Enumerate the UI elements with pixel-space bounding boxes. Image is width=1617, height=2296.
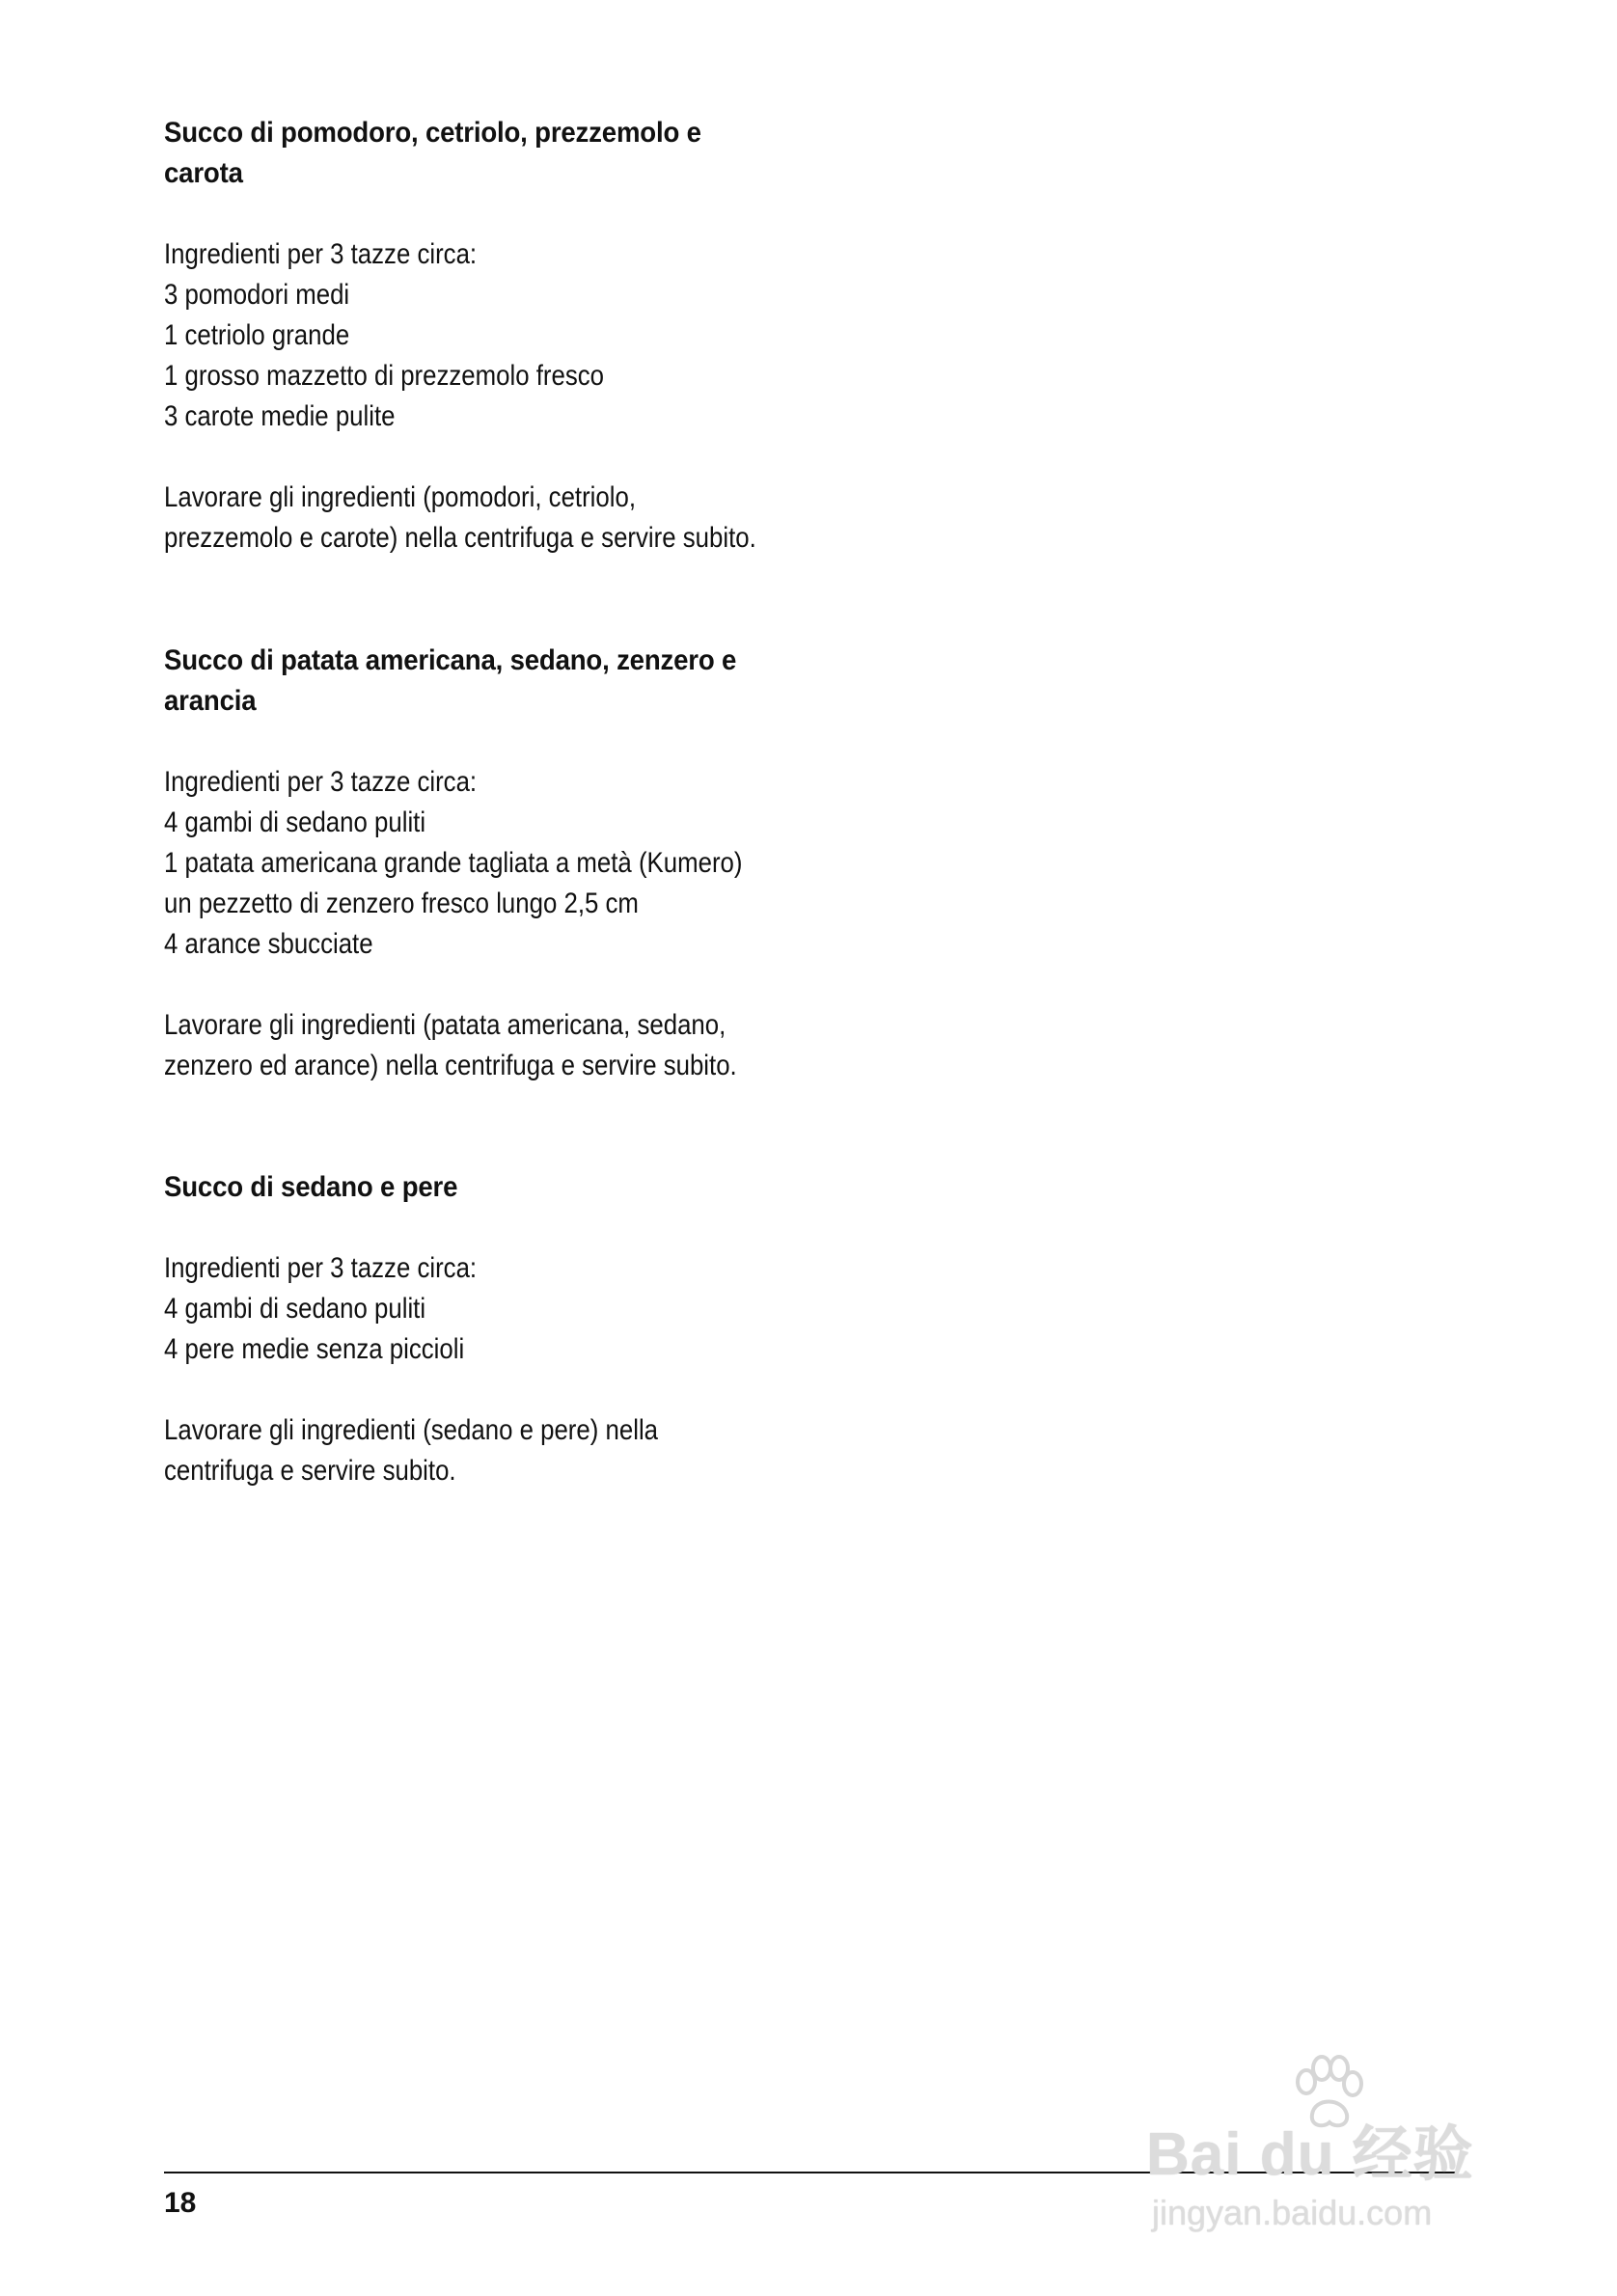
ingredients-list xyxy=(164,234,911,437)
recipe-title xyxy=(164,1167,838,1208)
ingredients-list xyxy=(164,1248,911,1370)
instructions-line-2: prezzemolo e carote) nella centrifuga e servire subito. xyxy=(164,522,756,554)
ingredient-item: 3 pomodori medi xyxy=(164,279,350,311)
instructions-line-1: Lavorare gli ingredienti (patata americana, sedano, xyxy=(164,1009,726,1041)
instructions-line-1: Lavorare gli ingredienti (pomodori, cetriolo, xyxy=(164,481,637,513)
ingredient-item: 1 patata americana grande tagliata a metà (Kumero) xyxy=(164,847,743,879)
recipe-instructions xyxy=(164,1005,911,1086)
ingredients-intro: Ingredienti per 3 tazze circa: xyxy=(164,766,478,798)
recipe-title-line-1: Succo di sedano e pere xyxy=(164,1171,458,1203)
recipe-title xyxy=(164,113,838,194)
recipe-sweet-potato-celery xyxy=(164,641,859,1086)
ingredients-intro: Ingredienti per 3 tazze circa: xyxy=(164,238,478,270)
ingredient-item: 4 gambi di sedano puliti xyxy=(164,806,426,838)
recipe-instructions xyxy=(164,478,911,559)
recipe-title-line-1: Succo di pomodoro, cetriolo, prezzemolo e xyxy=(164,117,701,149)
ingredient-item: 3 carote medie pulite xyxy=(164,400,396,432)
recipe-title-line-2: arancia xyxy=(164,685,257,717)
ingredient-item: 1 cetriolo grande xyxy=(164,319,350,351)
instructions-line-2: centrifuga e servire subito. xyxy=(164,1455,456,1487)
recipe-tomato-cucumber xyxy=(164,113,859,559)
ingredient-item: 4 gambi di sedano puliti xyxy=(164,1293,426,1325)
ingredient-item: 1 grosso mazzetto di prezzemolo fresco xyxy=(164,360,605,392)
ingredient-item: 4 arance sbucciate xyxy=(164,928,373,960)
recipe-title xyxy=(164,641,838,722)
page-number: 18 xyxy=(164,2187,197,2219)
ingredient-item: un pezzetto di zenzero fresco lungo 2,5 cm xyxy=(164,888,639,919)
ingredient-item: 4 pere medie senza piccioli xyxy=(164,1333,465,1365)
ingredients-list xyxy=(164,762,911,965)
instructions-line-1: Lavorare gli ingredienti (sedano e pere) nella xyxy=(164,1414,659,1446)
watermark xyxy=(1146,2055,1532,2257)
watermark-brand: Bai du 经验 xyxy=(1146,2121,1474,2188)
ingredients-intro: Ingredienti per 3 tazze circa: xyxy=(164,1252,478,1284)
recipe-celery-pear xyxy=(164,1167,859,1491)
recipe-title-line-1: Succo di patata americana, sedano, zenzero e xyxy=(164,644,737,676)
recipe-title-line-2: carota xyxy=(164,157,243,189)
watermark-url: jingyan.baidu.com xyxy=(1152,2193,1433,2232)
instructions-line-2: zenzero ed arance) nella centrifuga e servire subito. xyxy=(164,1050,737,1081)
recipe-instructions xyxy=(164,1410,911,1491)
